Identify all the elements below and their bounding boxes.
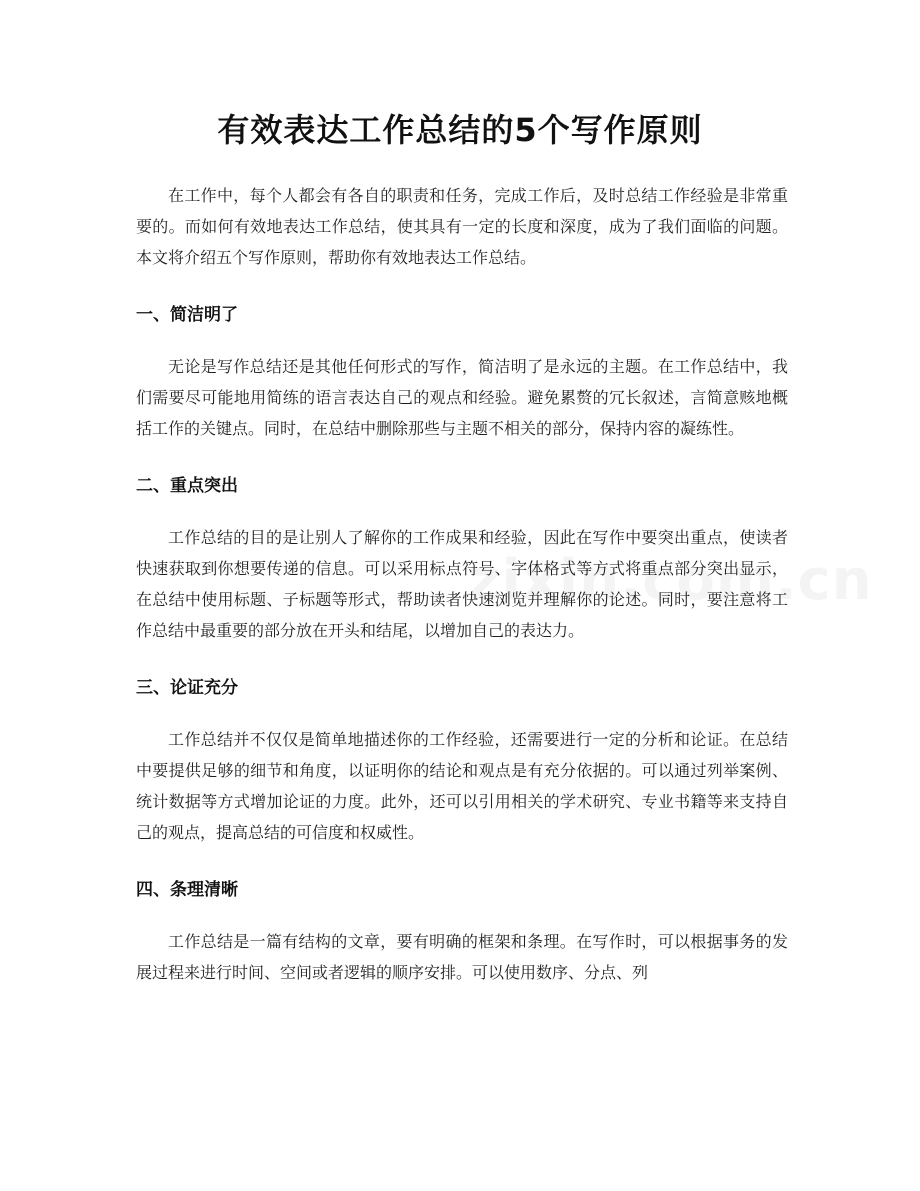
section-body-3: 工作总结并不仅仅是简单地描述你的工作经验，还需要进行一定的分析和论证。在总结中要提供足够的细节和角度，以证明你的结论和观点是有充分依据的。可以通过列举案例、统计数据等方式增加论证的力度。此外，还可以引用相关的学术研究、专业书籍等来支持自己的观点，提高总结的可信度和权威性。 [136, 730, 788, 842]
section-body-1: 无论是写作总结还是其他任何形式的写作，简洁明了是永远的主题。在工作总结中，我们需要尽可能地用简练的语言表达自己的观点和经验。避免累赘的冗长叙述，言简意赅地概括工作的关键点。同时，在总结中删除那些与主题不相关的部分，保持内容的凝练性。 [136, 357, 788, 438]
intro-paragraph: 在工作中，每个人都会有各自的职责和任务，完成工作后，及时总结工作经验是非常重要的。而如何有效地表达工作总结，使其具有一定的长度和深度，成为了我们面临的问题。本文将介绍五个写作原则，帮助你有效地表达工作总结。 [136, 186, 788, 267]
section-body-4: 工作总结是一篇有结构的文章，要有明确的框架和条理。在写作时，可以根据事务的发展过程来进行时间、空间或者逻辑的顺序安排。可以使用数序、分点、列 [136, 932, 788, 982]
document-title: 有效表达工作总结的5个写作原则 [217, 111, 703, 149]
section-heading-2: 二、重点突出 [136, 476, 238, 496]
section-body-2: 工作总结的目的是让别人了解你的工作成果和经验，因此在写作中要突出重点，使读者快速获取到你想要传递的信息。可以采用标点符号、字体格式等方式将重点部分突出显示，在总结中使用标题、子标题等形式，帮助读者快速浏览并理解你的论述。同时，要注意将工作总结中最重要的部分放在开头和结尾，以增加自己的表达力。 [136, 528, 788, 640]
section-heading-3: 三、论证充分 [136, 678, 238, 698]
section-heading-4: 四、条理清晰 [136, 880, 238, 900]
section-heading-1: 一、简洁明了 [136, 305, 238, 325]
document-body [136, 180, 788, 1015]
